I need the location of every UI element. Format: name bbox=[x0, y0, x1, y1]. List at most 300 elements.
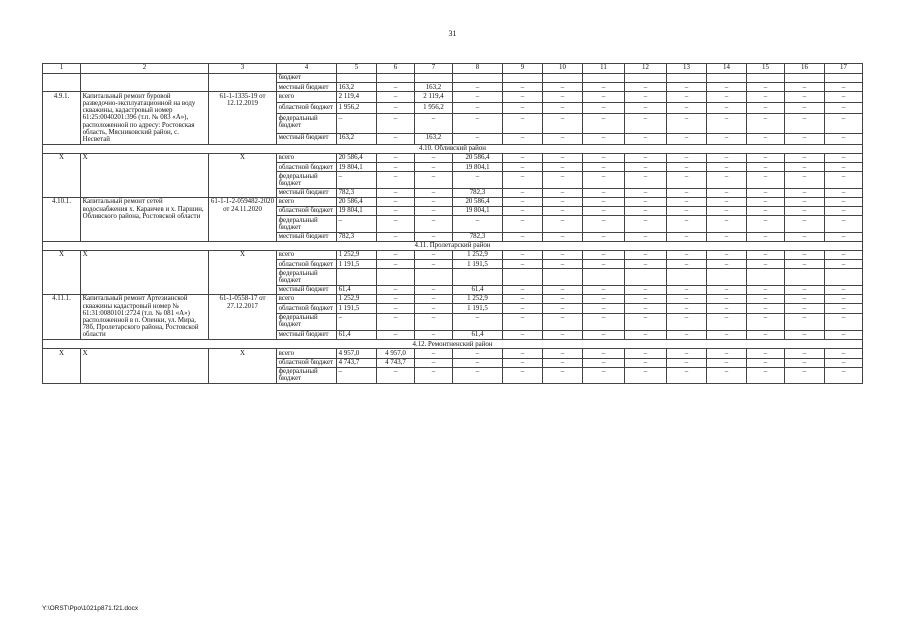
year-value: – bbox=[825, 172, 863, 188]
column-header: 5 bbox=[337, 64, 377, 74]
table-header bbox=[43, 64, 863, 74]
total-value: 782,3 bbox=[337, 232, 377, 241]
year-value: – bbox=[543, 260, 583, 269]
year-value: – bbox=[707, 103, 747, 114]
year-value: – bbox=[503, 92, 543, 103]
year-value: – bbox=[583, 103, 625, 114]
year-value: – bbox=[747, 260, 785, 269]
year-value: – bbox=[785, 295, 825, 304]
year-value: – bbox=[503, 232, 543, 241]
year-value: – bbox=[453, 349, 503, 358]
year-value: – bbox=[625, 313, 667, 330]
column-header: 4 bbox=[277, 64, 337, 74]
year-value: – bbox=[785, 251, 825, 260]
funding-source: федеральный бюджет bbox=[277, 269, 337, 285]
year-value: – bbox=[825, 103, 863, 114]
year-value: – bbox=[453, 216, 503, 232]
year-value: – bbox=[825, 367, 863, 383]
year-value: – bbox=[415, 295, 453, 304]
funding-source: всего bbox=[277, 295, 337, 304]
year-value: – bbox=[583, 260, 625, 269]
year-value: – bbox=[415, 172, 453, 188]
total-value bbox=[337, 73, 377, 82]
table-row bbox=[43, 153, 863, 162]
year-value: – bbox=[747, 313, 785, 330]
year-value: – bbox=[785, 83, 825, 92]
year-value: – bbox=[453, 83, 503, 92]
funding-source: местный бюджет bbox=[277, 188, 337, 197]
year-value bbox=[785, 73, 825, 82]
funding-source: областной бюджет bbox=[277, 358, 337, 367]
year-value: 782,3 bbox=[453, 232, 503, 241]
total-value: 20 586,4 bbox=[337, 153, 377, 162]
year-value: – bbox=[503, 163, 543, 172]
year-value: – bbox=[377, 207, 415, 216]
year-value bbox=[377, 269, 415, 285]
year-value: – bbox=[625, 358, 667, 367]
year-value: – bbox=[377, 103, 415, 114]
year-value: – bbox=[625, 285, 667, 294]
year-value: – bbox=[747, 153, 785, 162]
item-description: Х bbox=[81, 349, 209, 384]
year-value: – bbox=[453, 367, 503, 383]
year-value: – bbox=[747, 330, 785, 339]
year-value: – bbox=[747, 133, 785, 144]
year-value: – bbox=[377, 163, 415, 172]
year-value: – bbox=[825, 133, 863, 144]
total-value: – bbox=[337, 172, 377, 188]
column-header: 10 bbox=[543, 64, 583, 74]
year-value: – bbox=[543, 313, 583, 330]
year-value: – bbox=[377, 172, 415, 188]
year-value: – bbox=[667, 133, 707, 144]
year-value: – bbox=[503, 330, 543, 339]
section-title-row bbox=[43, 241, 863, 250]
year-value: – bbox=[625, 153, 667, 162]
item-description: Х bbox=[81, 251, 209, 295]
year-value: – bbox=[707, 330, 747, 339]
total-value: – bbox=[337, 313, 377, 330]
year-value: – bbox=[583, 92, 625, 103]
year-value: – bbox=[785, 349, 825, 358]
year-value: – bbox=[377, 92, 415, 103]
year-value bbox=[503, 269, 543, 285]
year-value: – bbox=[667, 313, 707, 330]
year-value: – bbox=[543, 197, 583, 206]
year-value: – bbox=[747, 251, 785, 260]
year-value: – bbox=[415, 330, 453, 339]
funding-source: всего bbox=[277, 349, 337, 358]
project-reference: 61-1-1-2-059482-2020 от 24.11.2020 bbox=[209, 197, 277, 241]
year-value bbox=[667, 269, 707, 285]
year-value: 782,3 bbox=[453, 188, 503, 197]
year-value: – bbox=[377, 216, 415, 232]
year-value: 61,4 bbox=[453, 285, 503, 294]
year-value: 61,4 bbox=[453, 330, 503, 339]
year-value: – bbox=[747, 304, 785, 313]
year-value: – bbox=[543, 295, 583, 304]
year-value: – bbox=[415, 251, 453, 260]
year-value: – bbox=[625, 367, 667, 383]
year-value: – bbox=[583, 83, 625, 92]
year-value: – bbox=[747, 83, 785, 92]
year-value: – bbox=[625, 188, 667, 197]
year-value: – bbox=[785, 330, 825, 339]
year-value: – bbox=[377, 232, 415, 241]
year-value: – bbox=[707, 163, 747, 172]
year-value: – bbox=[415, 153, 453, 162]
year-value: – bbox=[543, 358, 583, 367]
funding-source: местный бюджет bbox=[277, 133, 337, 144]
project-reference: 61-1-1335-19 от 12.12.2019 bbox=[209, 92, 277, 144]
year-value: – bbox=[747, 103, 785, 114]
year-value: – bbox=[667, 114, 707, 134]
header-row bbox=[43, 64, 863, 74]
year-value bbox=[543, 73, 583, 82]
year-value: – bbox=[667, 172, 707, 188]
year-value: – bbox=[785, 304, 825, 313]
year-value: – bbox=[503, 313, 543, 330]
total-value bbox=[337, 269, 377, 285]
year-value: – bbox=[377, 251, 415, 260]
item-number: 4.11.1. bbox=[43, 295, 81, 340]
year-value: – bbox=[583, 349, 625, 358]
funding-source: областной бюджет bbox=[277, 260, 337, 269]
year-value: – bbox=[503, 285, 543, 294]
year-value: – bbox=[415, 260, 453, 269]
year-value: – bbox=[667, 367, 707, 383]
project-reference: 61-1-0558-17 от 27.12.2017 bbox=[209, 295, 277, 340]
funding-source: местный бюджет bbox=[277, 285, 337, 294]
year-value: – bbox=[583, 330, 625, 339]
year-value: – bbox=[543, 103, 583, 114]
budget-table bbox=[42, 63, 863, 384]
year-value: – bbox=[825, 216, 863, 232]
year-value: – bbox=[667, 349, 707, 358]
year-value: – bbox=[503, 114, 543, 134]
year-value: – bbox=[453, 103, 503, 114]
year-value bbox=[503, 73, 543, 82]
year-value: – bbox=[667, 207, 707, 216]
year-value bbox=[707, 269, 747, 285]
year-value: – bbox=[707, 153, 747, 162]
year-value: – bbox=[747, 285, 785, 294]
year-value: 163,2 bbox=[415, 133, 453, 144]
year-value: – bbox=[625, 103, 667, 114]
year-value: – bbox=[583, 172, 625, 188]
year-value: – bbox=[625, 172, 667, 188]
funding-source: местный бюджет bbox=[277, 83, 337, 92]
total-value: 2 119,4 bbox=[337, 92, 377, 103]
funding-source: областной бюджет bbox=[277, 163, 337, 172]
funding-source: федеральный бюджет bbox=[277, 216, 337, 232]
year-value: – bbox=[667, 232, 707, 241]
year-value: – bbox=[825, 114, 863, 134]
year-value: 2 119,4 bbox=[415, 92, 453, 103]
item-number: Х bbox=[43, 349, 81, 384]
year-value: – bbox=[377, 295, 415, 304]
total-value: – bbox=[337, 367, 377, 383]
year-value: – bbox=[667, 285, 707, 294]
year-value: – bbox=[667, 251, 707, 260]
year-value: – bbox=[707, 232, 747, 241]
year-value: – bbox=[747, 114, 785, 134]
year-value: – bbox=[415, 163, 453, 172]
year-value: – bbox=[825, 83, 863, 92]
year-value: – bbox=[747, 188, 785, 197]
year-value: – bbox=[825, 285, 863, 294]
total-value: 61,4 bbox=[337, 285, 377, 294]
table-row bbox=[43, 349, 863, 358]
year-value: – bbox=[785, 207, 825, 216]
year-value: – bbox=[825, 232, 863, 241]
item-number: 4.10.1. bbox=[43, 197, 81, 241]
year-value: – bbox=[785, 216, 825, 232]
year-value: – bbox=[377, 304, 415, 313]
year-value: – bbox=[415, 313, 453, 330]
year-value: – bbox=[785, 367, 825, 383]
year-value: – bbox=[785, 172, 825, 188]
total-value: – bbox=[337, 114, 377, 134]
year-value: – bbox=[503, 83, 543, 92]
year-value: – bbox=[453, 172, 503, 188]
column-header: 6 bbox=[377, 64, 415, 74]
item-number bbox=[43, 73, 81, 91]
year-value: – bbox=[415, 207, 453, 216]
year-value: – bbox=[503, 188, 543, 197]
year-value: – bbox=[415, 304, 453, 313]
year-value: – bbox=[825, 92, 863, 103]
year-value: – bbox=[583, 216, 625, 232]
year-value: – bbox=[503, 367, 543, 383]
year-value: – bbox=[625, 349, 667, 358]
funding-source: федеральный бюджет bbox=[277, 114, 337, 134]
funding-source: федеральный бюджет bbox=[277, 367, 337, 383]
year-value: – bbox=[377, 285, 415, 294]
year-value: – bbox=[543, 251, 583, 260]
total-value: 1 956,2 bbox=[337, 103, 377, 114]
year-value: – bbox=[625, 260, 667, 269]
column-header: 16 bbox=[785, 64, 825, 74]
year-value: – bbox=[377, 197, 415, 206]
section-title-row bbox=[43, 144, 863, 153]
year-value bbox=[453, 73, 503, 82]
column-header: 2 bbox=[81, 64, 209, 74]
year-value: – bbox=[785, 163, 825, 172]
year-value: – bbox=[583, 295, 625, 304]
year-value: – bbox=[377, 260, 415, 269]
funding-source: всего bbox=[277, 197, 337, 206]
year-value: 1 252,9 bbox=[453, 251, 503, 260]
year-value: – bbox=[543, 285, 583, 294]
year-value: – bbox=[415, 349, 453, 358]
year-value: – bbox=[707, 114, 747, 134]
total-value: 1 191,5 bbox=[337, 260, 377, 269]
year-value: – bbox=[543, 114, 583, 134]
year-value: – bbox=[543, 367, 583, 383]
year-value: – bbox=[825, 304, 863, 313]
table-row bbox=[43, 251, 863, 260]
year-value: – bbox=[667, 295, 707, 304]
year-value: – bbox=[667, 304, 707, 313]
table-row bbox=[43, 295, 863, 304]
year-value: – bbox=[625, 197, 667, 206]
year-value: – bbox=[667, 92, 707, 103]
year-value: – bbox=[377, 133, 415, 144]
year-value: – bbox=[747, 295, 785, 304]
year-value: 4 743,7 bbox=[377, 358, 415, 367]
project-reference: Х bbox=[209, 349, 277, 384]
year-value: – bbox=[785, 285, 825, 294]
year-value: – bbox=[583, 367, 625, 383]
year-value: – bbox=[503, 153, 543, 162]
year-value: – bbox=[543, 83, 583, 92]
year-value: – bbox=[625, 295, 667, 304]
year-value bbox=[377, 73, 415, 82]
year-value: – bbox=[785, 92, 825, 103]
funding-source: областной бюджет bbox=[277, 103, 337, 114]
year-value: – bbox=[825, 349, 863, 358]
year-value: – bbox=[377, 330, 415, 339]
item-description bbox=[81, 73, 209, 91]
year-value: – bbox=[707, 367, 747, 383]
year-value: – bbox=[785, 103, 825, 114]
year-value: – bbox=[747, 216, 785, 232]
project-reference: Х bbox=[209, 251, 277, 295]
section-title-row bbox=[43, 340, 863, 349]
year-value: – bbox=[503, 358, 543, 367]
year-value: – bbox=[707, 313, 747, 330]
year-value bbox=[453, 269, 503, 285]
year-value: – bbox=[707, 349, 747, 358]
year-value: – bbox=[503, 216, 543, 232]
year-value: – bbox=[583, 358, 625, 367]
year-value: – bbox=[747, 197, 785, 206]
year-value: – bbox=[747, 163, 785, 172]
item-description: Капитальный ремонт сетей водоснабжения х. Караичев и х. Паршин, Обливского района, Ростовской области bbox=[81, 197, 209, 241]
year-value: – bbox=[667, 103, 707, 114]
year-value: – bbox=[453, 92, 503, 103]
year-value: – bbox=[625, 232, 667, 241]
total-value: 19 804,1 bbox=[337, 207, 377, 216]
year-value: – bbox=[583, 207, 625, 216]
year-value: – bbox=[625, 207, 667, 216]
year-value: – bbox=[825, 188, 863, 197]
year-value: – bbox=[543, 163, 583, 172]
year-value: – bbox=[825, 260, 863, 269]
year-value: – bbox=[503, 197, 543, 206]
item-description: Капитальный ремонт Артезианской скважины кадастровый номер № 61:31:0080101:2724 (т.п. № 081 «А») расположенной в п. Опенки, ул. Мира, 78б, Пролетарского района, Ростовской области bbox=[81, 295, 209, 340]
year-value: – bbox=[785, 188, 825, 197]
item-number: 4.9.1. bbox=[43, 92, 81, 144]
year-value bbox=[415, 73, 453, 82]
year-value: – bbox=[785, 260, 825, 269]
total-value: 1 252,9 bbox=[337, 251, 377, 260]
funding-source: федеральный бюджет bbox=[277, 172, 337, 188]
year-value: – bbox=[747, 358, 785, 367]
funding-source: федеральный бюджет bbox=[277, 313, 337, 330]
year-value: – bbox=[667, 153, 707, 162]
year-value bbox=[825, 269, 863, 285]
year-value: – bbox=[785, 358, 825, 367]
year-value: – bbox=[503, 304, 543, 313]
year-value: – bbox=[785, 313, 825, 330]
year-value: – bbox=[825, 153, 863, 162]
year-value: – bbox=[667, 83, 707, 92]
year-value: – bbox=[377, 188, 415, 197]
year-value: – bbox=[583, 232, 625, 241]
year-value: – bbox=[543, 207, 583, 216]
year-value: – bbox=[707, 251, 747, 260]
year-value: – bbox=[707, 358, 747, 367]
year-value: 4 957,0 bbox=[377, 349, 415, 358]
year-value: – bbox=[667, 163, 707, 172]
year-value: – bbox=[415, 358, 453, 367]
year-value bbox=[543, 269, 583, 285]
column-header: 1 bbox=[43, 64, 81, 74]
year-value bbox=[625, 269, 667, 285]
year-value: 163,2 bbox=[415, 83, 453, 92]
year-value: – bbox=[415, 197, 453, 206]
total-value: 163,2 bbox=[337, 133, 377, 144]
total-value: 19 804,1 bbox=[337, 163, 377, 172]
total-value: – bbox=[337, 216, 377, 232]
year-value: – bbox=[707, 260, 747, 269]
year-value: – bbox=[707, 304, 747, 313]
year-value bbox=[583, 73, 625, 82]
year-value: – bbox=[785, 197, 825, 206]
year-value: – bbox=[707, 295, 747, 304]
year-value: – bbox=[625, 251, 667, 260]
funding-source: областной бюджет bbox=[277, 207, 337, 216]
year-value: – bbox=[377, 313, 415, 330]
year-value: – bbox=[583, 188, 625, 197]
year-value: – bbox=[415, 285, 453, 294]
year-value: 1 956,2 bbox=[415, 103, 453, 114]
year-value: – bbox=[583, 163, 625, 172]
year-value: – bbox=[503, 172, 543, 188]
year-value: – bbox=[543, 133, 583, 144]
funding-source: всего bbox=[277, 251, 337, 260]
year-value: – bbox=[625, 304, 667, 313]
year-value: – bbox=[503, 133, 543, 144]
year-value: – bbox=[825, 251, 863, 260]
project-reference bbox=[209, 73, 277, 91]
year-value: – bbox=[785, 232, 825, 241]
year-value: – bbox=[377, 153, 415, 162]
year-value bbox=[625, 73, 667, 82]
year-value: – bbox=[625, 92, 667, 103]
year-value: – bbox=[825, 358, 863, 367]
project-reference: Х bbox=[209, 153, 277, 197]
table-row bbox=[43, 73, 863, 82]
year-value: – bbox=[543, 153, 583, 162]
year-value bbox=[415, 269, 453, 285]
year-value: – bbox=[625, 163, 667, 172]
year-value: – bbox=[707, 133, 747, 144]
year-value: – bbox=[583, 251, 625, 260]
funding-source: всего bbox=[277, 92, 337, 103]
file-path-footer: Y:\ORST\Ppo\1021p871.f21.docx bbox=[42, 605, 139, 612]
table-body bbox=[43, 73, 863, 383]
year-value: – bbox=[415, 114, 453, 134]
year-value: – bbox=[785, 133, 825, 144]
total-value: 4 957,0 bbox=[337, 349, 377, 358]
year-value: 1 191,5 bbox=[453, 304, 503, 313]
year-value: – bbox=[543, 216, 583, 232]
section-title: 4.12. Ремонтненский район bbox=[43, 340, 863, 349]
year-value bbox=[667, 73, 707, 82]
